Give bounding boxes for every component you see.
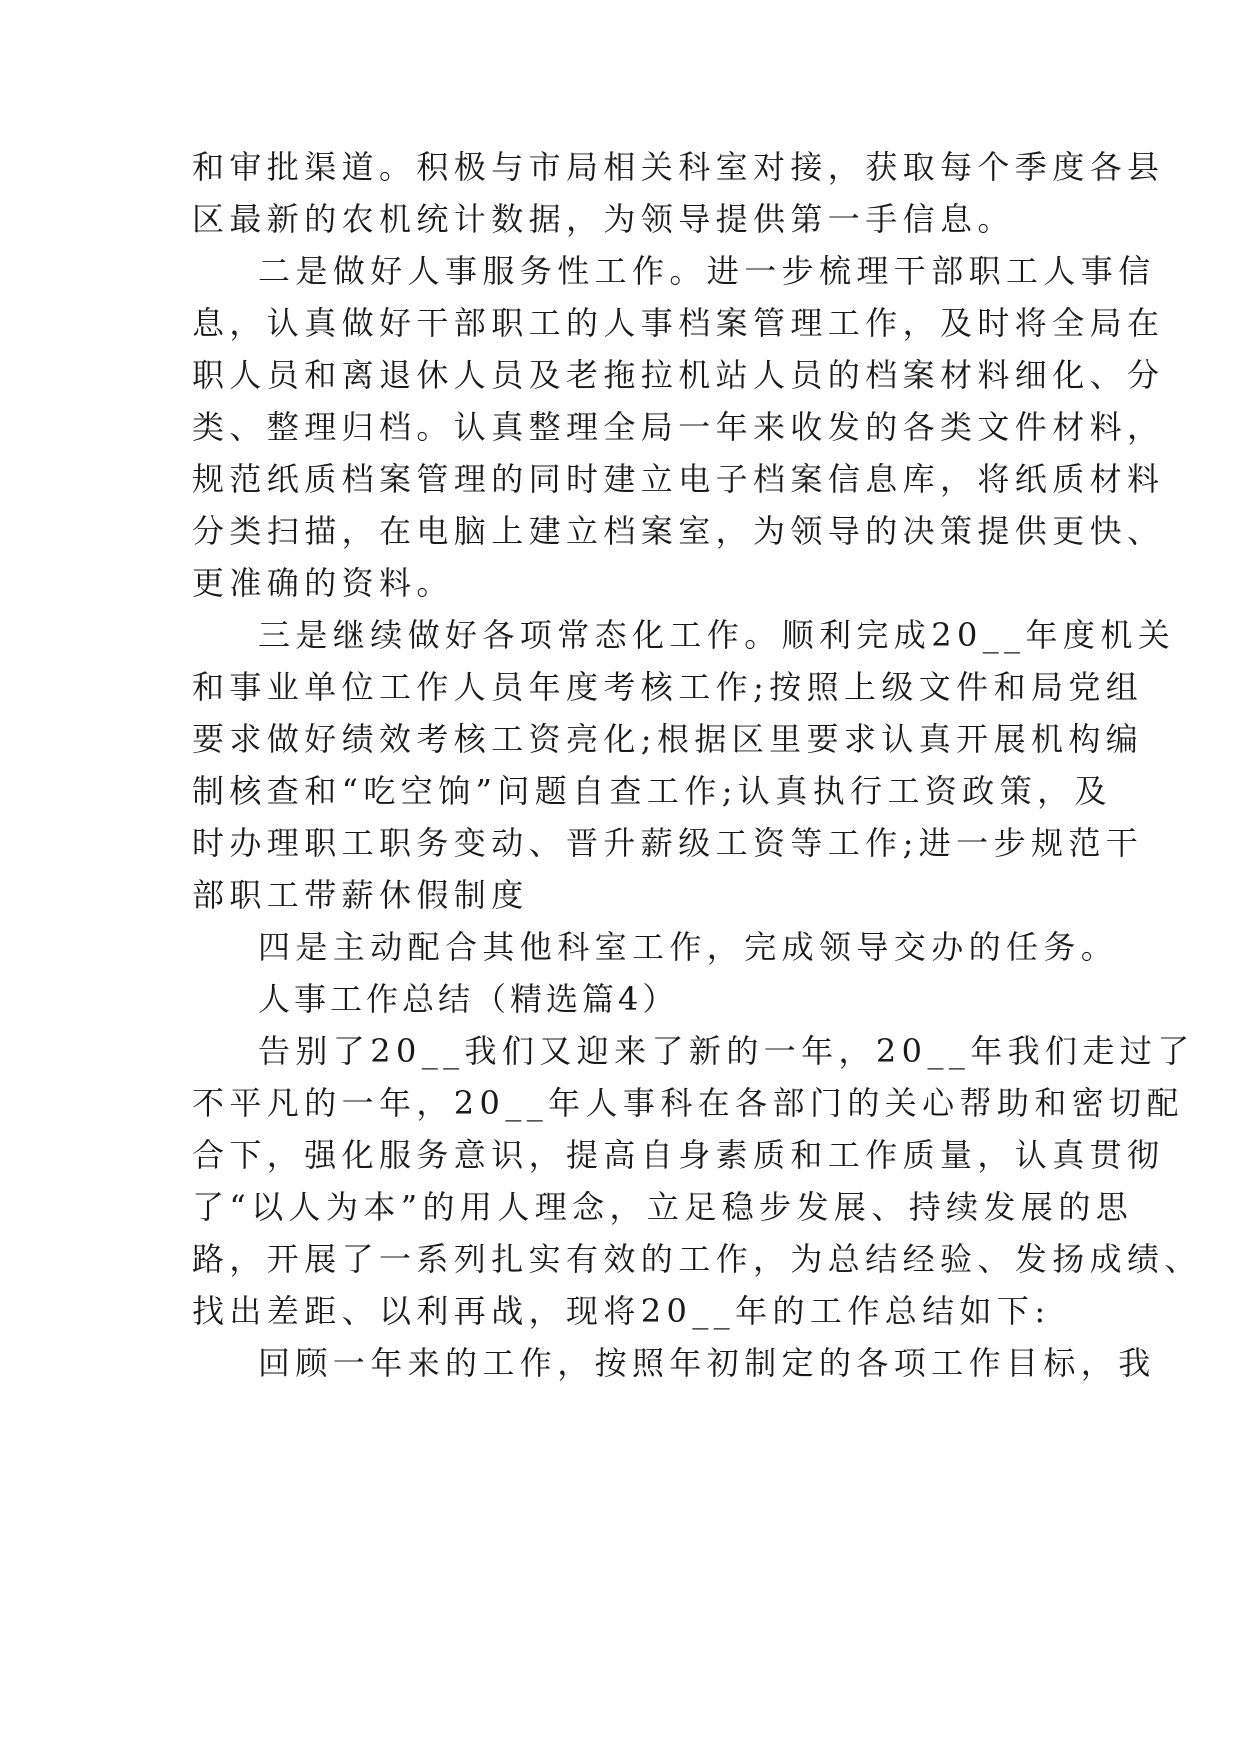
text-line: 更准确的资料。 xyxy=(192,564,454,602)
text-line: 不平凡的一年，20__年人事科在各部门的关心帮助和密切配 xyxy=(192,1084,1184,1122)
paragraph-start: 四是主动配合其他科室工作，完成领导交办的任务。 xyxy=(258,928,1119,966)
text-line: 制核查和“吃空饷”问题自查工作;认真执行工资政策，及 xyxy=(192,772,1112,810)
paragraph-start: 回顾一年来的工作，按照年初制定的各项工作目标，我 xyxy=(258,1344,1156,1382)
text-line: 路，开展了一系列扎实有效的工作，为总结经验、发扬成绩、 xyxy=(192,1240,1202,1278)
text-line: 部职工带薪休假制度 xyxy=(192,876,529,914)
section-heading: 人事工作总结（精选篇4） xyxy=(258,980,679,1018)
text-line: 区最新的农机统计数据，为领导提供第一手信息。 xyxy=(192,200,1015,238)
text-line: 时办理职工职务变动、晋升薪级工资等工作;进一步规范干 xyxy=(192,824,1144,862)
text-line: 要求做好绩效考核工资亮化;根据区里要求认真开展机构编 xyxy=(192,720,1144,758)
text-line: 找出差距、以利再战，现将20__年的工作总结如下: xyxy=(192,1292,1051,1330)
text-line: 类、整理归档。认真整理全局一年来收发的各类文件材料， xyxy=(192,408,1165,446)
text-line: 合下，强化服务意识，提高自身素质和工作质量，认真贯彻 xyxy=(192,1136,1165,1174)
text-line: 和审批渠道。积极与市局相关科室对接，获取每个季度各县 xyxy=(192,148,1165,186)
paragraph-start: 二是做好人事服务性工作。进一步梳理干部职工人事信 xyxy=(258,252,1156,290)
text-line: 职人员和离退休人员及老拖拉机站人员的档案材料细化、分 xyxy=(192,356,1165,394)
text-line: 和事业单位工作人员年度考核工作;按照上级文件和局党组 xyxy=(192,668,1144,706)
text-line: 规范纸质档案管理的同时建立电子档案信息库，将纸质材料 xyxy=(192,460,1165,498)
paragraph-start: 告别了20__我们又迎来了新的一年，20__年我们走过了 xyxy=(258,1032,1195,1070)
text-line: 分类扫描，在电脑上建立档案室，为领导的决策提供更快、 xyxy=(192,512,1165,550)
text-line: 息，认真做好干部职工的人事档案管理工作，及时将全局在 xyxy=(192,304,1165,342)
text-line: 了“以人为本”的用人理念，立足稳步发展、持续发展的思 xyxy=(192,1188,1134,1226)
paragraph-start: 三是继续做好各项常态化工作。顺利完成20__年度机关 xyxy=(258,616,1176,654)
